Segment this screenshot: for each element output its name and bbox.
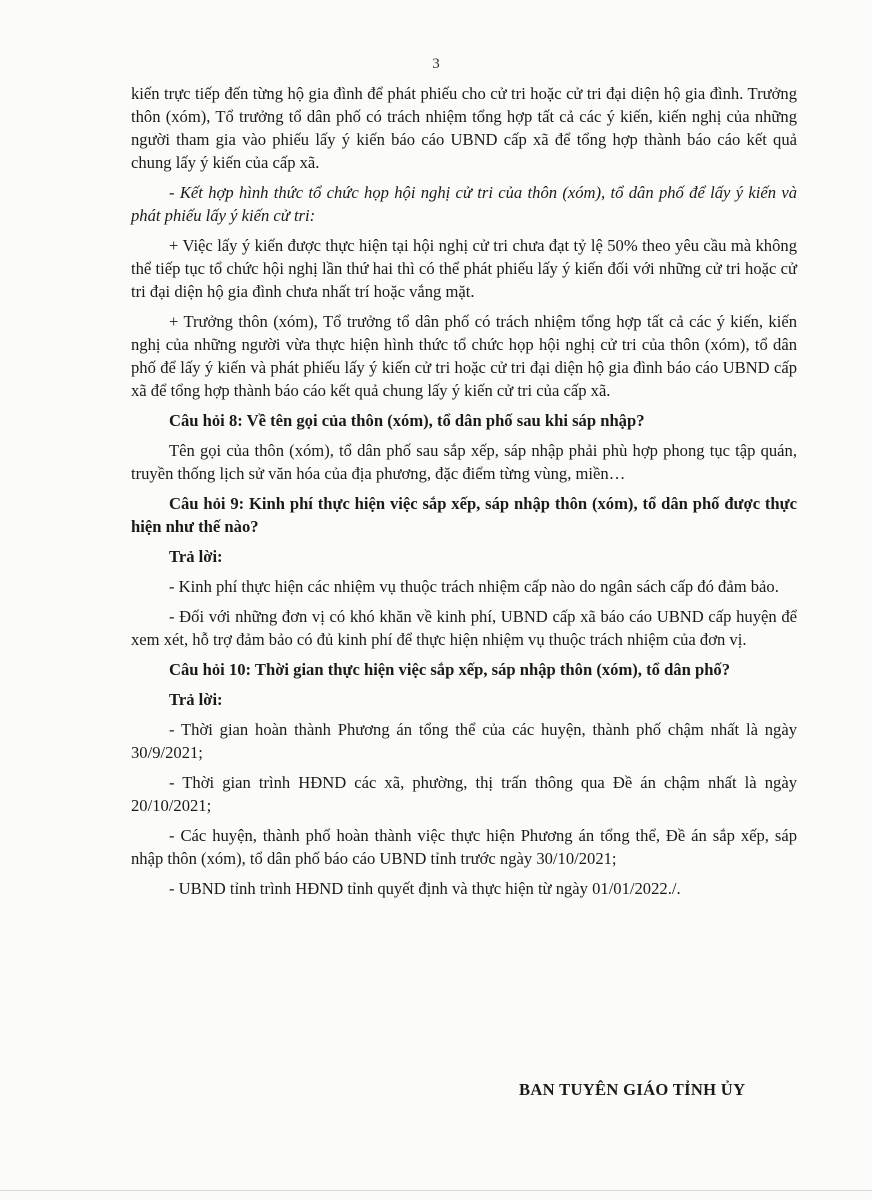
answer-label-q9: Trả lời:	[169, 547, 223, 566]
scan-edge-line	[0, 1190, 872, 1191]
paragraph-q10-deadline-council: - Thời gian trình HĐND các xã, phường, thị trấn thông qua Đề án chậm nhất là ngày 20/10/2021;	[131, 773, 797, 815]
document-body	[131, 82, 797, 907]
question-9-heading: Câu hỏi 9: Kinh phí thực hiện việc sắp xếp, sáp nhập thôn (xóm), tổ dân phố được thực hiện như thế nào?	[131, 494, 797, 536]
question-10-heading: Câu hỏi 10: Thời gian thực hiện việc sắp xếp, sáp nhập thôn (xóm), tổ dân phố?	[169, 660, 731, 679]
page-number: 3	[432, 56, 440, 72]
paragraph-bullet-summary: + Trưởng thôn (xóm), Tổ trưởng tổ dân phố có trách nhiệm tổng hợp tất cả các ý kiến, kiến nghị của những người vừa thực hiện hình thức tổ chức họp hội nghị cử tri của thôn (xóm), tổ dân phố để lấy ý kiến và phát phiếu lấy ý kiến cử tri hoặc cử tri đại diện hộ gia đình báo cáo UBND cấp xã để tổng hợp thành báo cáo kết quả chung lấy ý kiến cử tri của cấp xã.	[131, 312, 797, 400]
paragraph-q10-effective-date: - UBND tỉnh trình HĐND tỉnh quyết định và thực hiện từ ngày 01/01/2022./.	[169, 879, 681, 898]
paragraph-q8-answer: Tên gọi của thôn (xóm), tổ dân phố sau sắp xếp, sáp nhập phải phù hợp phong tục tập quán, truyền thống lịch sử văn hóa của địa phương, đặc điểm từng vùng, miền…	[131, 441, 797, 483]
paragraph-q9-funding: - Kinh phí thực hiện các nhiệm vụ thuộc trách nhiệm cấp nào do ngân sách cấp đó đảm bảo.	[169, 577, 779, 596]
paragraph-q10-deadline-report: - Các huyện, thành phố hoàn thành việc thực hiện Phương án tổng thể, Đề án sắp xếp, sáp nhập thôn (xóm), tổ dân phố báo cáo UBND tỉnh trước ngày 30/10/2021;	[131, 826, 797, 868]
paragraph-intro-continuation: kiến trực tiếp đến từng hộ gia đình để phát phiếu cho cử tri hoặc cử tri đại diện hộ gia đình. Trưởng thôn (xóm), Tổ trưởng tổ dân phố có trách nhiệm tổng hợp tất cả các ý kiến, kiến nghị của những người tham gia vào phiếu lấy ý kiến báo cáo UBND cấp xã để tổng hợp thành báo cáo kết quả chung lấy ý kiến của cấp xã.	[131, 84, 797, 172]
paragraph-combined-method: - Kết hợp hình thức tổ chức họp hội nghị cử tri của thôn (xóm), tổ dân phố để lấy ý kiến và phát phiếu lấy ý kiến cử tri:	[131, 183, 797, 225]
paragraph-q10-deadline-plan: - Thời gian hoàn thành Phương án tổng thể của các huyện, thành phố chậm nhất là ngày 30/9/2021;	[131, 720, 797, 762]
paragraph-bullet-ballot: + Việc lấy ý kiến được thực hiện tại hội nghị cử tri chưa đạt tỷ lệ 50% theo yêu cầu mà không thể tiếp tục tổ chức hội nghị lần thứ hai thì có thể phát phiếu lấy ý kiến đối với những cử tri hoặc cử tri đại diện hộ gia đình chưa nhất trí hoặc vắng mặt.	[131, 236, 797, 301]
paragraph-q9-support: - Đối với những đơn vị có khó khăn về kinh phí, UBND cấp xã báo cáo UBND cấp huyện để xem xét, hỗ trợ đảm bảo có đủ kinh phí để thực hiện nhiệm vụ thuộc trách nhiệm của đơn vị.	[131, 607, 797, 649]
question-8-heading: Câu hỏi 8: Về tên gọi của thôn (xóm), tổ dân phố sau khi sáp nhập?	[169, 411, 645, 430]
answer-label-q10: Trả lời:	[169, 690, 223, 709]
signature-organization: BAN TUYÊN GIÁO TỈNH ỦY	[519, 1080, 746, 1099]
